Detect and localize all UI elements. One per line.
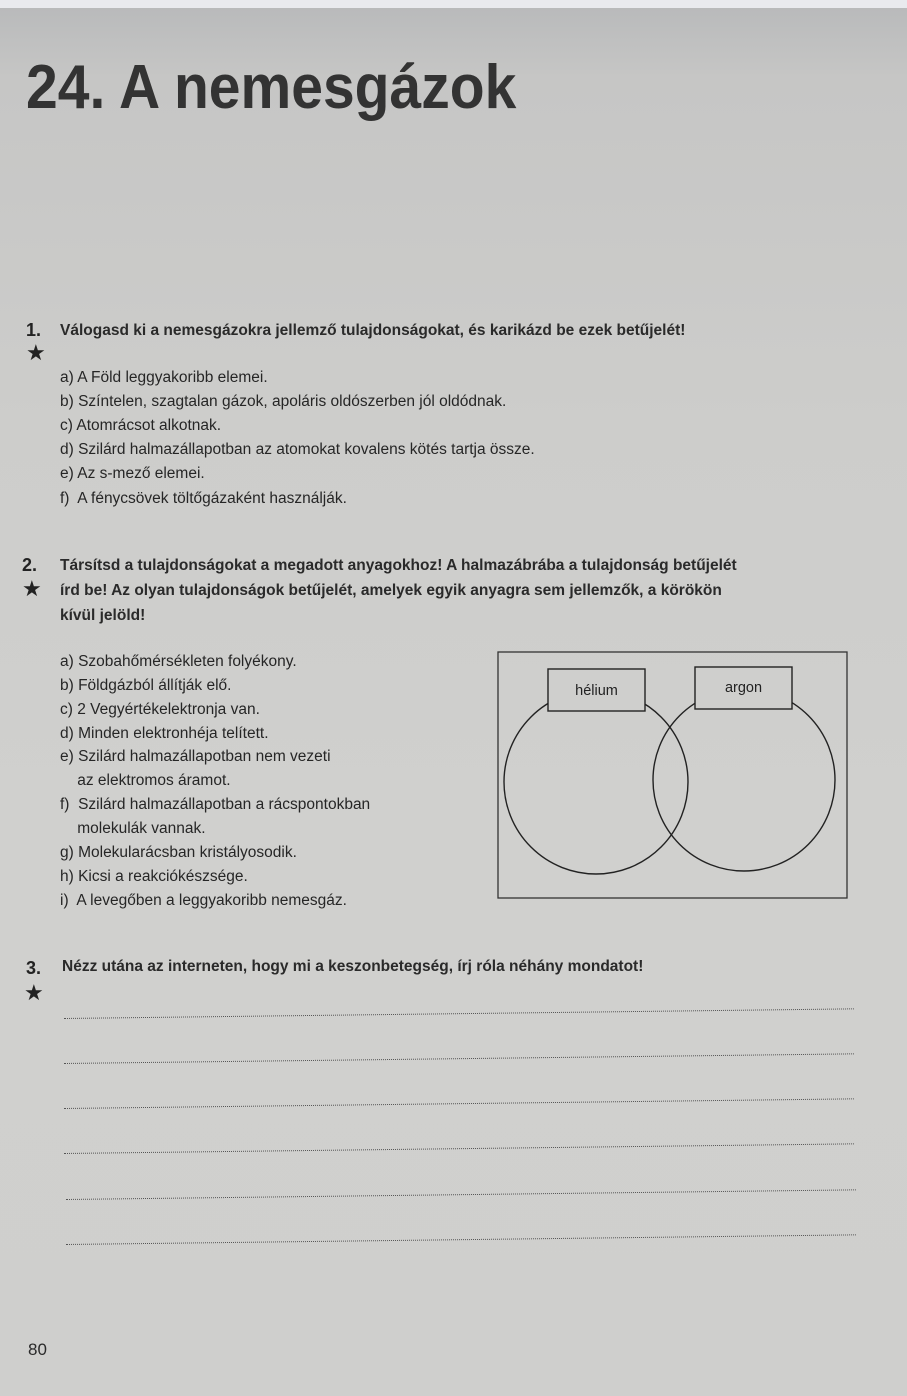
- q1-option-b[interactable]: b) Színtelen, szagtalan gázok, apoláris oldószerben jól oldódnak.: [60, 393, 507, 410]
- answer-line-1[interactable]: [64, 1008, 854, 1019]
- q2-property-d: d) Minden elektronhéja telített.: [60, 725, 269, 742]
- q1-option-d[interactable]: d) Szilárd halmazállapotban az atomokat kovalens kötés tartja össze.: [60, 441, 535, 458]
- q2-property-g: g) Molekularácsban kristályosodik.: [60, 844, 297, 861]
- q2-property-e-cont: az elektromos áramot.: [60, 772, 231, 789]
- helium-circle[interactable]: [504, 690, 688, 874]
- answer-line-4[interactable]: [64, 1143, 854, 1154]
- q1-option-e[interactable]: e) Az s-mező elemei.: [60, 465, 205, 482]
- q2-prompt-line-3: kívül jelöld!: [60, 607, 146, 624]
- workbook-page: [0, 8, 907, 1396]
- q3-prompt: Nézz utána az interneten, hogy mi a keszonbetegség, írj róla néhány mondatot!: [62, 958, 644, 975]
- q2-property-b: b) Földgázból állítják elő.: [60, 677, 232, 694]
- answer-line-6[interactable]: [66, 1234, 856, 1245]
- q2-property-i: i) A levegőben a leggyakoribb nemesgáz.: [60, 892, 347, 909]
- q2-property-f-cont: molekulák vannak.: [60, 820, 206, 837]
- q2-number: 2.: [22, 555, 38, 575]
- q1-number: 1.: [26, 320, 42, 340]
- q2-property-c: c) 2 Vegyértékelektronja van.: [60, 701, 260, 718]
- star-icon: ★: [26, 340, 46, 365]
- q2-property-f: f) Szilárd halmazállapotban a rácspontokban: [60, 796, 371, 813]
- chapter-title: 24. A nemesgázok: [26, 53, 517, 122]
- q1-option-c[interactable]: c) Atomrácsot alkotnak.: [60, 417, 222, 434]
- argon-circle[interactable]: [653, 689, 835, 871]
- helium-label: hélium: [575, 683, 618, 699]
- answer-line-2[interactable]: [64, 1053, 854, 1064]
- venn-diagram: [497, 651, 848, 899]
- q1-option-a[interactable]: a) A Föld leggyakoribb elemei.: [60, 369, 268, 386]
- argon-label: argon: [724, 680, 763, 696]
- answer-line-3[interactable]: [64, 1098, 854, 1109]
- star-icon: ★: [24, 980, 44, 1005]
- star-icon: ★: [22, 576, 42, 601]
- q2-property-e: e) Szilárd halmazállapotban nem vezeti: [60, 748, 331, 765]
- q2-property-h: h) Kicsi a reakciókészsége.: [60, 868, 248, 885]
- q2-prompt-line-2: írd be! Az olyan tulajdonságok betűjelét, amelyek egyik anyagra sem jellemzők, a körökön: [60, 582, 722, 599]
- q2-property-a: a) Szobahőmérsékleten folyékony.: [60, 653, 297, 670]
- q1-option-f[interactable]: f) A fénycsövek töltőgázaként használják.: [60, 490, 347, 507]
- q1-prompt: Válogasd ki a nemesgázokra jellemző tulajdonságokat, és karikázd be ezek betűjelét!: [60, 322, 686, 339]
- answer-line-5[interactable]: [66, 1189, 856, 1200]
- q2-prompt-line-1: Társítsd a tulajdonságokat a megadott anyagokhoz! A halmazábrába a tulajdonság betűjelét: [60, 557, 737, 574]
- q3-number: 3.: [26, 958, 42, 978]
- page-number: 80: [28, 1340, 47, 1359]
